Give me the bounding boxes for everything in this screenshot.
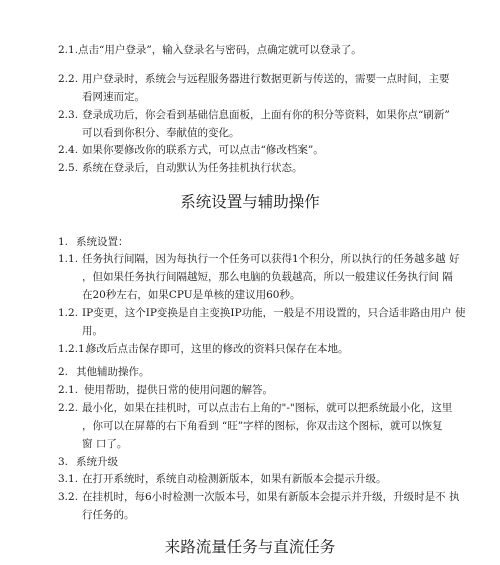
- item-text: 看网速而定。: [82, 91, 145, 103]
- item-text: 登录成功后，你会看到基础信息面板，上面有你的积分等资料，如果你点“刷新”: [82, 109, 450, 121]
- item-text: 窗 口了。: [82, 438, 128, 450]
- item-number: 1.2.1.: [58, 343, 89, 355]
- item-number: 2.3.: [58, 109, 79, 121]
- item-number: 3.2.: [58, 491, 79, 503]
- item-text: 系统在登录后，自动默认为任务挂机执行状态。: [82, 162, 303, 174]
- item-text: 其他辅助操作。: [76, 366, 150, 378]
- item-text: 修改后点击保存即可，这里的修改的资料只保存在本地。: [86, 343, 349, 355]
- item-number: 2.1.: [58, 44, 79, 56]
- item-text: ，你可以在屏幕的右下角看到 “旺”字样的图标，你双击这个图标，就可以恢复: [82, 420, 443, 432]
- item-number: 3.1.: [58, 473, 79, 485]
- item-number: 2.4.: [58, 144, 79, 156]
- item-text: 在20秒左右，如果CPU是单核的建议用60秒。: [82, 289, 301, 301]
- item-text: 最小化，如果在挂机时，可以点击右上角的"-"图标，就可以把系统最小化，这里: [82, 402, 453, 414]
- item-text: 使用帮助，提供日常的使用问题的解答。: [84, 384, 273, 396]
- item-number: 1.2.: [58, 307, 79, 319]
- item-text: 系统升级: [76, 456, 118, 468]
- item-text: 用户登录时，系统会与远程服务器进行数据更新与传送的，需要一点时间，主要: [82, 73, 450, 85]
- item-number: 2.2.: [58, 402, 79, 414]
- item-number: 1.1.: [58, 253, 79, 265]
- item-number: 3.: [58, 456, 69, 468]
- item-number: 2.: [58, 366, 69, 378]
- item-number: 2.5.: [58, 162, 79, 174]
- item-text: 在打开系统时，系统自动检测新版本，如果有新版本会提示升级。: [82, 473, 387, 485]
- item-text: 可以看到你积分、奉献值的变化。: [82, 127, 240, 139]
- item-text: IP变更，这个IP变换是自主变换IP功能，一般是不用设置的，只合适非路由用户 使: [82, 307, 466, 319]
- item-text: 点击“用户登录”，输入登录名与密码，点确定就可以登录了。: [78, 44, 362, 56]
- section-heading: 来路流量任务与直流任务: [164, 538, 336, 556]
- item-text: 在挂机时，每6小时检测一次版本号，如果有新版本会提示并升级，升级时是不 执: [82, 491, 460, 503]
- item-number: 2.1.: [58, 384, 79, 396]
- section-heading: 系统设置与辅助操作: [180, 193, 320, 211]
- item-number: 1.: [58, 236, 69, 248]
- item-text: 行任务的。: [82, 509, 135, 521]
- item-text: 任务执行间隔，因为每执行一个任务可以获得1个积分，所以执行的任务越多越 好: [82, 253, 460, 265]
- item-text: 系统设置：: [76, 236, 129, 248]
- item-number: 2.2.: [58, 73, 79, 85]
- item-text: 用。: [82, 325, 103, 337]
- item-text: ，但如果任务执行间隔越短，那么电脑的负载越高，所以一般建议任务执行间 隔: [82, 271, 453, 283]
- item-text: 如果你要修改你的联系方式，可以点击“修改档案”。: [82, 144, 324, 156]
